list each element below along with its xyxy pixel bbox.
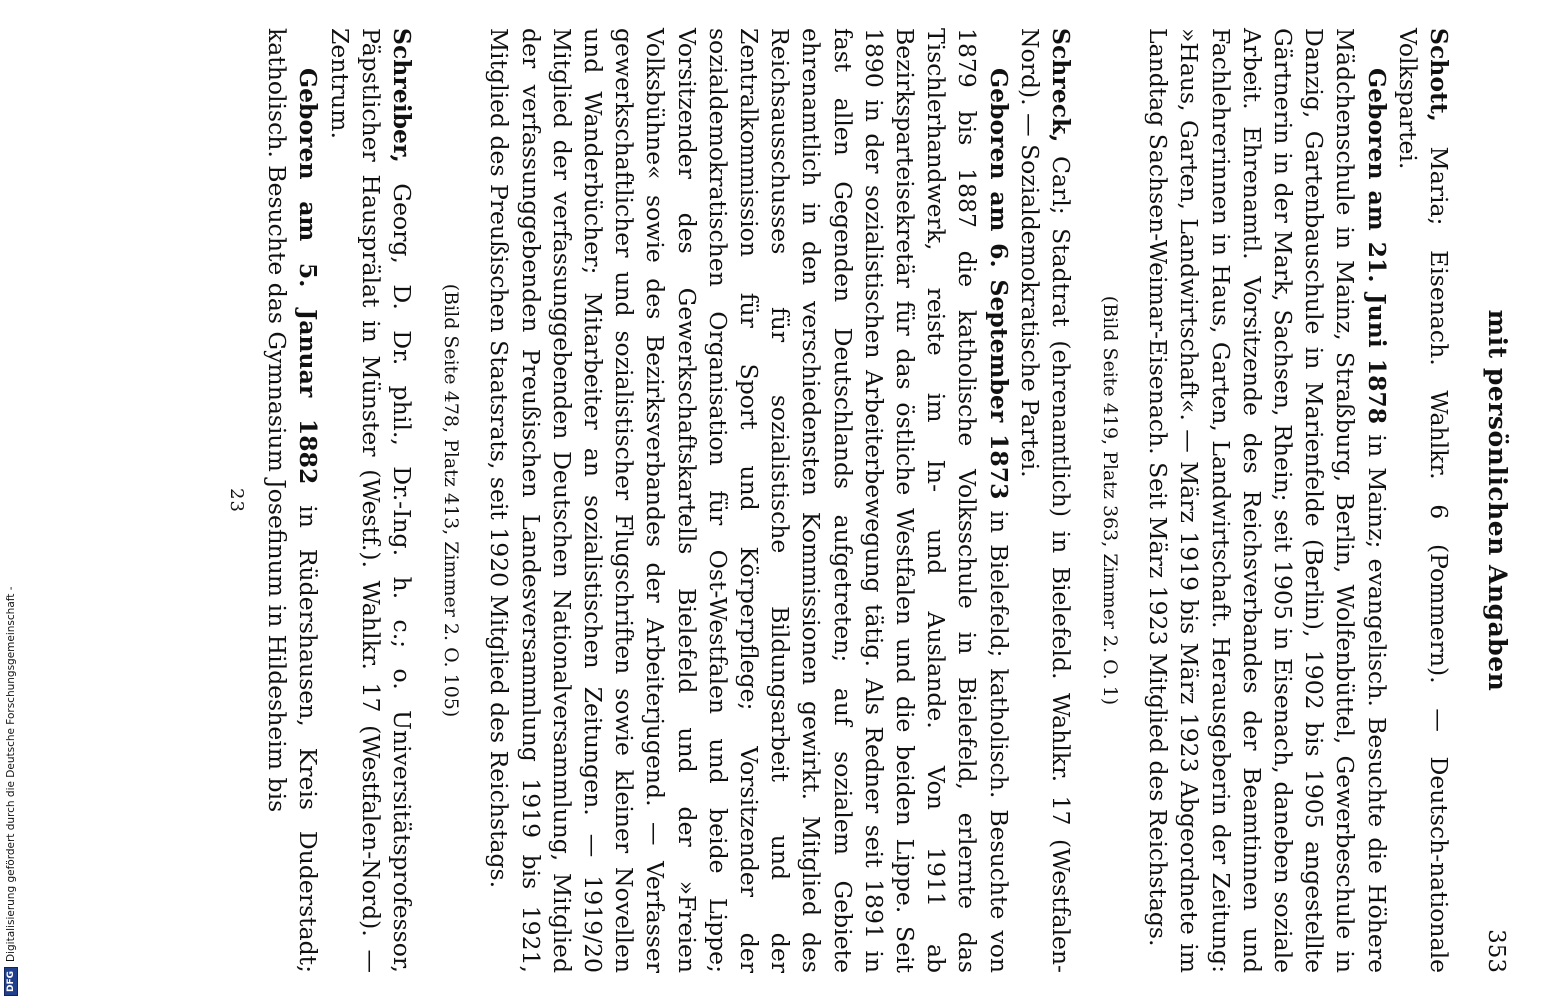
- biography-entry-schreiber: [261, 28, 417, 973]
- entry-birth-lead: Geboren am 21. Juni 1878: [1362, 68, 1391, 425]
- entry-body-text: in Rüdershausen, Kreis Duderstadt; katholisch. Besuchte das Gymnasium Josefinum in Hildesheim bis: [263, 28, 323, 973]
- entry-heading: [1392, 28, 1454, 973]
- funding-note-text: Digitalisierung gefördert durch die Deutsche Forschungsgemeinschaft -: [5, 586, 17, 962]
- entry-details: Maria; Eisenach. Wahlkr. 6 (Pommern). — Deutsch-nationale Volkspartei.: [1393, 28, 1453, 973]
- rotated-page: [30, 18, 1520, 983]
- entry-reference: (Bild Seite 419, Platz 363, Zimmer 2. O. 1): [1098, 295, 1121, 706]
- entry-heading: [324, 28, 418, 973]
- entry-birth-lead: Geboren am 6. September 1873: [984, 68, 1013, 500]
- entry-name: Schreiber,: [388, 28, 417, 163]
- entry-name: Schreck,: [1046, 28, 1075, 143]
- printer-signature: 23: [226, 488, 248, 513]
- entry-body: [483, 28, 1013, 973]
- entry-body: [1142, 28, 1392, 973]
- entry-details: Carl; Stadtrat (ehrenamtlich) in Bielefeld. Wahlkr. 17 (Westfalen-Nord). — Sozialdemokratische Partei.: [1015, 28, 1075, 973]
- page-number: 353: [1483, 929, 1509, 973]
- biography-entry-schreck: [437, 28, 1076, 973]
- funding-note: [4, 586, 18, 996]
- entry-name: Schott,: [1425, 28, 1453, 122]
- running-title: mit persönlichen Angaben: [1483, 309, 1512, 692]
- biography-entry-schott: [1096, 28, 1454, 973]
- entry-body-text: in Bielefeld; katholisch. Besuchte von 1879 bis 1887 die katholische Volksschule in Bielefeld, erlernte das Tischlerhandwerk, reiste im In- und Auslande. Von 1911 ab Bezirksparteisekretär für das östliche Westfalen und die beiden Lippe. Seit 1890 in der sozialistischen Arbeiterbewegung tätig. Als Redner seit 1891 in fast allen Gegenden Deutschlands aufgetreten; auf sozialem Gebiete ehrenamtlich in den verschiedensten Kommissionen gewirkt. Mitglied des Reichsausschusses für sozialistische Bildungsarbeit und der Zentralkommission für Sport und Körperpflege; Vorsitzender der sozialdemokratischen Organisation für Ost-Westfalen und beide Lippe; Vorsitzender des Gewerkschaftskartells Bielefeld und der »Freien Volksbühne« sowie des Bezirksverbandes der Arbeiterjugend. — Verfasser gewerkschaftlicher und sozialistischer Flugschriften sowie kleiner Novellen und Wanderbücher; Mitarbeiter an sozialistischen Zeitungen. — 1919/20 Mitglied der verfassunggebenden Deutschen Nationalversammlung, Mitglied der verfassunggebenden Preußischen Landesversammlung 1919 bis 1921, Mitglied des Preußischen Staatsrats, seit 1920 Mitglied des Reichstags.: [485, 28, 1013, 973]
- entry-reference: (Bild Seite 478, Platz 413, Zimmer 2. O. 105): [440, 283, 463, 718]
- entry-details: Georg, D. Dr. phil., Dr.-Ing. h. c.; o. Universitätsprofessor, Päpstlicher Hausprälat in Münster (Westf.). Wahlkr. 17 (Westfalen-Nord). — Zentrum.: [325, 28, 417, 973]
- entry-birth-lead: Geboren am 5. Januar 1882: [294, 68, 323, 485]
- dfg-logo-icon: DFG: [4, 967, 18, 996]
- running-header: [1466, 28, 1512, 973]
- entry-body: [261, 28, 323, 973]
- entry-heading: [1014, 28, 1076, 973]
- entry-body-text: in Mainz; evangelisch. Besuchte die Höhere Mädchenschule in Mainz, Straßburg, Berlin, Wolfenbüttel, Gewerbeschule in Danzig, Gartenbauschule in Marienfelde (Berlin), 1902 bis 1905 angestellte Gärtnerin in der Mark, Sachsen, Rhein; seit 1905 in Eisenach, daneben soziale Arbeit. Ehrenamtl. Vorsitzende des Reichsverbandes der Beamtinnen und Fachlehrerinnen in Haus, Garten, Landwirtschaft. Herausgeberin der Zeitung: »Haus, Garten, Landwirtschaft«. — März 1919 bis März 1923 Abgeordnete im Landtag Sachsen-Weimar-Eisenach. Seit März 1923 Mitglied des Reichstags.: [1144, 28, 1391, 973]
